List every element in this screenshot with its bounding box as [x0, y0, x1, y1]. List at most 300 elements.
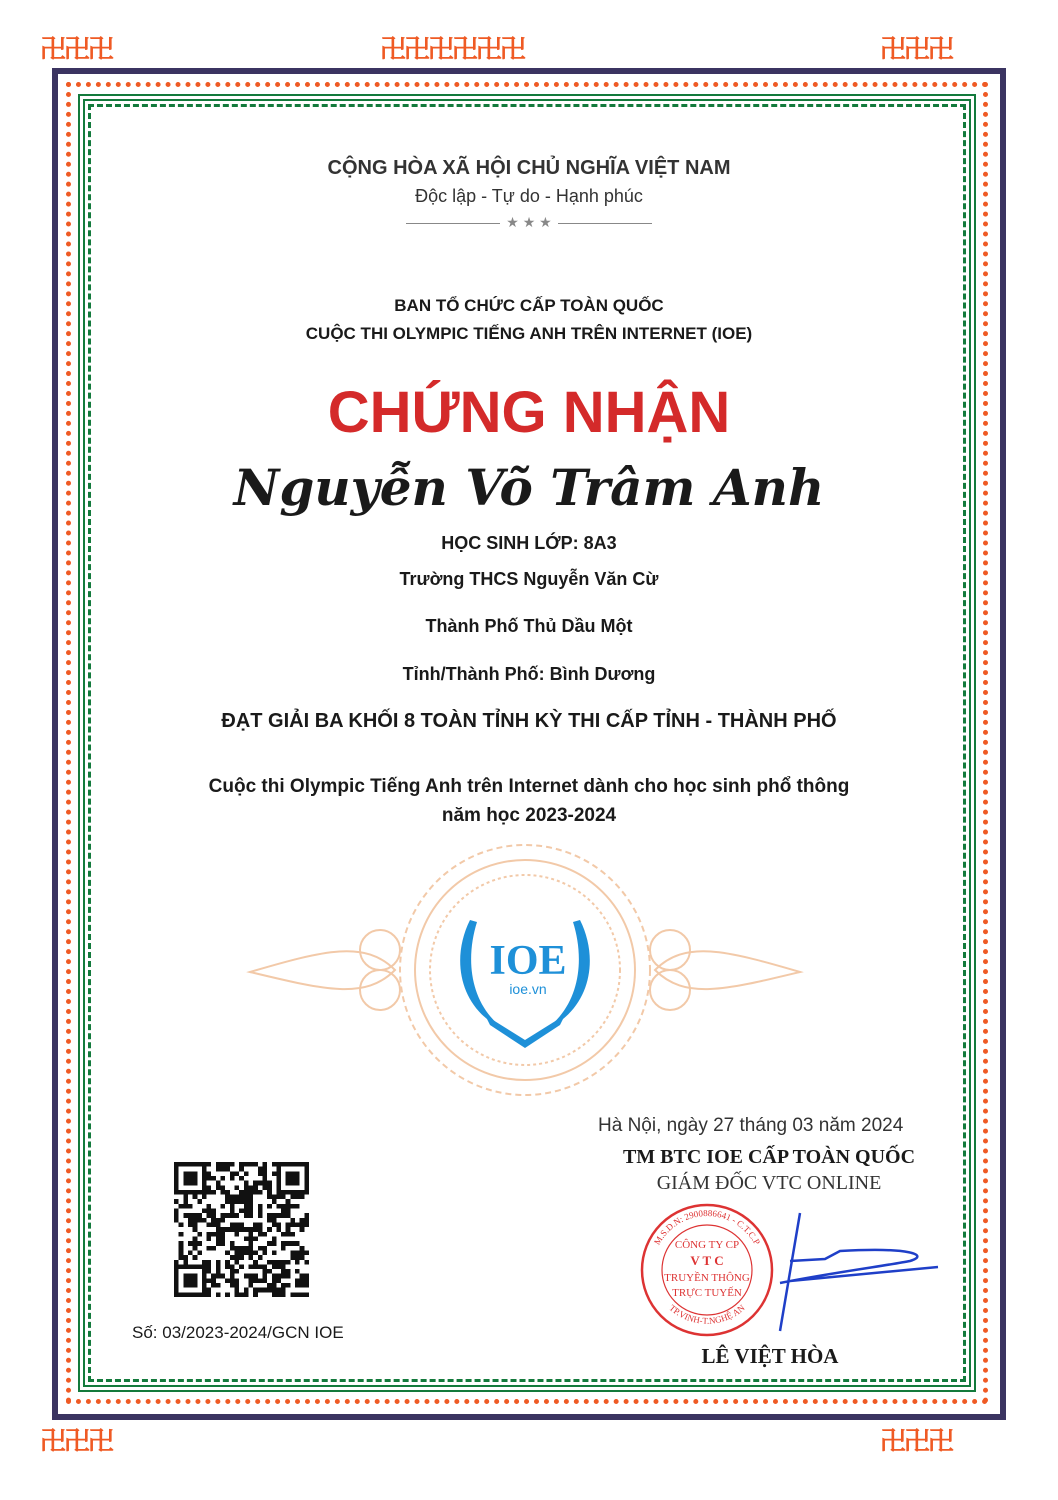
qr-module	[248, 1250, 253, 1255]
qr-module	[272, 1199, 277, 1204]
qr-module	[221, 1185, 226, 1190]
qr-module	[267, 1190, 272, 1195]
qr-module	[179, 1204, 184, 1209]
qr-module	[253, 1274, 258, 1279]
qr-module	[216, 1269, 221, 1274]
qr-module	[304, 1250, 309, 1255]
qr-module	[262, 1176, 267, 1181]
qr-module	[295, 1283, 300, 1288]
qr-module	[276, 1274, 281, 1279]
qr-module	[281, 1292, 286, 1297]
qr-module	[286, 1176, 291, 1181]
qr-module	[188, 1292, 193, 1297]
qr-module	[272, 1162, 277, 1167]
qr-module	[207, 1236, 212, 1241]
qr-module	[244, 1190, 249, 1195]
qr-module	[174, 1283, 179, 1288]
qr-module	[207, 1232, 212, 1237]
qr-module	[174, 1260, 179, 1265]
qr-module	[262, 1171, 267, 1176]
qr-module	[207, 1162, 212, 1167]
qr-module	[188, 1264, 193, 1269]
qr-module	[262, 1246, 267, 1251]
qr-module	[193, 1274, 198, 1279]
qr-module	[281, 1162, 286, 1167]
qr-module	[286, 1190, 291, 1195]
issue-date: Hà Nội, ngày 27 tháng 03 năm 2024	[598, 1115, 904, 1136]
top-ornament: 卍卍卍卍卍卍	[380, 35, 525, 65]
qr-module	[290, 1250, 295, 1255]
qr-module	[193, 1264, 198, 1269]
qr-module	[230, 1176, 235, 1181]
qr-module	[300, 1195, 305, 1200]
qr-module	[239, 1227, 244, 1232]
qr-module	[211, 1283, 216, 1288]
qr-module	[262, 1232, 267, 1237]
ioe-emblem	[245, 840, 805, 1110]
qr-module	[193, 1292, 198, 1297]
qr-module	[262, 1162, 267, 1167]
qr-module	[239, 1250, 244, 1255]
qr-module	[221, 1213, 226, 1218]
qr-module	[290, 1204, 295, 1209]
qr-module	[207, 1185, 212, 1190]
qr-module	[230, 1278, 235, 1283]
qr-module	[174, 1162, 179, 1167]
qr-module	[183, 1260, 188, 1265]
qr-module	[193, 1223, 198, 1228]
qr-module	[235, 1213, 240, 1218]
qr-module	[281, 1283, 286, 1288]
qr-module	[239, 1264, 244, 1269]
qr-module	[286, 1232, 291, 1237]
recipient-name: Nguyễn Võ Trâm Anh	[233, 458, 825, 517]
qr-module	[188, 1181, 193, 1186]
qr-module	[183, 1274, 188, 1279]
qr-module	[248, 1185, 253, 1190]
qr-module	[239, 1246, 244, 1251]
qr-module	[281, 1264, 286, 1269]
qr-module	[290, 1171, 295, 1176]
qr-module	[221, 1218, 226, 1223]
qr-module	[216, 1236, 221, 1241]
qr-module	[188, 1274, 193, 1279]
qr-module	[183, 1264, 188, 1269]
seal-line4: TRỰC TUYẾN	[672, 1287, 742, 1299]
qr-module	[258, 1171, 263, 1176]
qr-module	[286, 1181, 291, 1186]
qr-module	[221, 1176, 226, 1181]
qr-module	[281, 1209, 286, 1214]
qr-module	[211, 1213, 216, 1218]
qr-module	[258, 1246, 263, 1251]
qr-module	[197, 1250, 202, 1255]
qr-module	[258, 1264, 263, 1269]
qr-module	[300, 1283, 305, 1288]
qr-module	[248, 1236, 253, 1241]
qr-module	[225, 1195, 230, 1200]
qr-module	[174, 1167, 179, 1172]
qr-module	[193, 1213, 198, 1218]
qr-module	[258, 1181, 263, 1186]
qr-module	[262, 1278, 267, 1283]
qr-module	[248, 1283, 253, 1288]
certificate-number: Số: 03/2023-2024/GCN IOE	[132, 1323, 344, 1342]
qr-module	[202, 1190, 207, 1195]
qr-module	[244, 1185, 249, 1190]
qr-module	[216, 1241, 221, 1246]
qr-module	[286, 1204, 291, 1209]
class-line: HỌC SINH LỚP: 8A3	[441, 533, 617, 553]
qr-module	[174, 1181, 179, 1186]
qr-module	[197, 1232, 202, 1237]
qr-module	[267, 1227, 272, 1232]
qr-module	[300, 1190, 305, 1195]
qr-module	[216, 1232, 221, 1237]
qr-module	[262, 1274, 267, 1279]
qr-module	[221, 1227, 226, 1232]
qr-module	[211, 1176, 216, 1181]
qr-module	[225, 1199, 230, 1204]
qr-module	[276, 1213, 281, 1218]
qr-module	[235, 1288, 240, 1293]
qr-module	[230, 1213, 235, 1218]
city: Thành Phố Thủ Dầu Một	[425, 616, 633, 636]
qr-module	[295, 1278, 300, 1283]
qr-module	[258, 1278, 263, 1283]
qr-module	[295, 1260, 300, 1265]
qr-module	[207, 1223, 212, 1228]
qr-module	[221, 1190, 226, 1195]
qr-module	[267, 1260, 272, 1265]
qr-module	[207, 1171, 212, 1176]
qr-module	[239, 1199, 244, 1204]
qr-module	[276, 1181, 281, 1186]
qr-module	[286, 1269, 291, 1274]
qr-module	[286, 1227, 291, 1232]
qr-module	[304, 1162, 309, 1167]
qr-module	[197, 1218, 202, 1223]
qr-module	[202, 1218, 207, 1223]
qr-module	[295, 1195, 300, 1200]
qr-module	[272, 1241, 277, 1246]
qr-module	[244, 1195, 249, 1200]
qr-module	[188, 1223, 193, 1228]
qr-module	[216, 1167, 221, 1172]
qr-module	[202, 1264, 207, 1269]
corner-ornament: 卍卍卍	[880, 35, 953, 65]
qr-module	[174, 1209, 179, 1214]
qr-code	[174, 1162, 309, 1297]
qr-module	[183, 1255, 188, 1260]
qr-module	[300, 1218, 305, 1223]
qr-module	[295, 1255, 300, 1260]
qr-module	[207, 1213, 212, 1218]
qr-module	[272, 1278, 277, 1283]
qr-module	[281, 1241, 286, 1246]
organizer-line1: BAN TỔ CHỨC CẤP TOÀN QUỐC	[394, 296, 664, 315]
qr-module	[248, 1204, 253, 1209]
qr-module	[207, 1269, 212, 1274]
qr-module	[276, 1195, 281, 1200]
qr-module	[239, 1255, 244, 1260]
qr-module	[244, 1246, 249, 1251]
qr-module	[235, 1227, 240, 1232]
qr-module	[253, 1260, 258, 1265]
qr-module	[276, 1260, 281, 1265]
qr-module	[262, 1264, 267, 1269]
qr-module	[239, 1223, 244, 1228]
qr-module	[258, 1213, 263, 1218]
qr-module	[300, 1274, 305, 1279]
qr-module	[281, 1213, 286, 1218]
ioe-logo-text: IOE	[489, 938, 567, 984]
qr-module	[248, 1195, 253, 1200]
qr-module	[290, 1292, 295, 1297]
qr-module	[239, 1167, 244, 1172]
qr-module	[230, 1264, 235, 1269]
qr-module	[253, 1162, 258, 1167]
qr-module	[174, 1190, 179, 1195]
qr-module	[244, 1204, 249, 1209]
qr-module	[207, 1176, 212, 1181]
qr-module	[211, 1223, 216, 1228]
corner-ornament: 卍卍卍	[40, 1427, 113, 1457]
qr-module	[276, 1292, 281, 1297]
qr-module	[304, 1283, 309, 1288]
qr-module	[290, 1241, 295, 1246]
qr-module	[202, 1274, 207, 1279]
qr-module	[290, 1255, 295, 1260]
qr-module	[202, 1209, 207, 1214]
handwritten-signature	[780, 1213, 938, 1331]
qr-module	[235, 1232, 240, 1237]
qr-module	[300, 1246, 305, 1251]
qr-module	[248, 1278, 253, 1283]
qr-module	[290, 1181, 295, 1186]
qr-module	[230, 1195, 235, 1200]
qr-module	[193, 1278, 198, 1283]
qr-module	[230, 1246, 235, 1251]
qr-module	[207, 1246, 212, 1251]
qr-module	[253, 1278, 258, 1283]
qr-module	[239, 1190, 244, 1195]
qr-module	[244, 1162, 249, 1167]
qr-module	[276, 1223, 281, 1228]
qr-module	[216, 1181, 221, 1186]
qr-module	[235, 1246, 240, 1251]
qr-module	[225, 1227, 230, 1232]
qr-module	[281, 1204, 286, 1209]
qr-module	[197, 1292, 202, 1297]
qr-module	[244, 1292, 249, 1297]
qr-module	[183, 1199, 188, 1204]
qr-module	[304, 1167, 309, 1172]
qr-module	[207, 1260, 212, 1265]
qr-module	[188, 1171, 193, 1176]
qr-module	[216, 1260, 221, 1265]
qr-module	[304, 1260, 309, 1265]
qr-module	[230, 1274, 235, 1279]
qr-module	[248, 1264, 253, 1269]
qr-module	[225, 1167, 230, 1172]
qr-module	[272, 1236, 277, 1241]
qr-module	[230, 1209, 235, 1214]
qr-module	[304, 1218, 309, 1223]
qr-module	[235, 1171, 240, 1176]
qr-module	[216, 1227, 221, 1232]
qr-module	[248, 1241, 253, 1246]
qr-module	[174, 1274, 179, 1279]
qr-module	[202, 1176, 207, 1181]
qr-module	[244, 1274, 249, 1279]
qr-module	[304, 1278, 309, 1283]
qr-module	[202, 1195, 207, 1200]
qr-module	[272, 1171, 277, 1176]
qr-module	[183, 1213, 188, 1218]
corner-ornament: 卍卍卍	[40, 35, 113, 65]
qr-module	[235, 1283, 240, 1288]
qr-module	[267, 1241, 272, 1246]
qr-module	[267, 1195, 272, 1200]
qr-module	[207, 1288, 212, 1293]
qr-module	[235, 1292, 240, 1297]
qr-module	[207, 1264, 212, 1269]
qr-module	[295, 1162, 300, 1167]
qr-module	[225, 1250, 230, 1255]
qr-module	[179, 1162, 184, 1167]
qr-module	[211, 1218, 216, 1223]
qr-module	[179, 1292, 184, 1297]
qr-module	[267, 1269, 272, 1274]
qr-module	[286, 1171, 291, 1176]
qr-module	[216, 1185, 221, 1190]
qr-module	[272, 1292, 277, 1297]
seal-line3: TRUYỀN THÔNG	[664, 1272, 750, 1284]
qr-module	[197, 1162, 202, 1167]
qr-module	[258, 1227, 263, 1232]
qr-module	[258, 1288, 263, 1293]
qr-module	[300, 1250, 305, 1255]
qr-module	[216, 1218, 221, 1223]
qr-module	[295, 1223, 300, 1228]
description-line2: năm học 2023-2024	[441, 805, 617, 826]
qr-module	[193, 1190, 198, 1195]
seal-line2: V T C	[690, 1253, 724, 1268]
qr-module	[230, 1283, 235, 1288]
qr-module	[179, 1241, 184, 1246]
qr-module	[197, 1199, 202, 1204]
qr-module	[179, 1223, 184, 1228]
qr-module	[304, 1176, 309, 1181]
qr-module	[235, 1223, 240, 1228]
qr-module	[272, 1283, 277, 1288]
qr-module	[272, 1213, 277, 1218]
qr-module	[286, 1213, 291, 1218]
qr-module	[202, 1162, 207, 1167]
qr-module	[197, 1213, 202, 1218]
signer-position: GIÁM ĐỐC VTC ONLINE	[656, 1172, 882, 1194]
seal-line1: CÔNG TY CP	[674, 1239, 740, 1251]
qr-module	[295, 1241, 300, 1246]
qr-module	[183, 1190, 188, 1195]
qr-module	[183, 1181, 188, 1186]
ioe-logo-sub: ioe.vn	[509, 981, 547, 997]
qr-module	[183, 1195, 188, 1200]
qr-module	[188, 1213, 193, 1218]
qr-module	[272, 1218, 277, 1223]
republic-heading: CỘNG HÒA XÃ HỘI CHỦ NGHĨA VIỆT NAM	[327, 157, 731, 179]
qr-module	[300, 1278, 305, 1283]
qr-module	[216, 1223, 221, 1228]
qr-module	[230, 1162, 235, 1167]
qr-module	[286, 1199, 291, 1204]
qr-module	[183, 1283, 188, 1288]
qr-module	[290, 1190, 295, 1195]
qr-module	[281, 1190, 286, 1195]
seal-ring-bottom: TP.VINH-T.NGHỆ AN	[667, 1302, 747, 1326]
qr-module	[225, 1278, 230, 1283]
qr-module	[248, 1227, 253, 1232]
qr-module	[304, 1223, 309, 1228]
qr-module	[272, 1274, 277, 1279]
company-seal	[640, 1203, 940, 1339]
qr-module	[295, 1204, 300, 1209]
qr-module	[197, 1241, 202, 1246]
qr-module	[304, 1171, 309, 1176]
qr-module	[276, 1167, 281, 1172]
qr-module	[174, 1264, 179, 1269]
qr-module	[207, 1209, 212, 1214]
qr-module	[230, 1255, 235, 1260]
qr-module	[286, 1274, 291, 1279]
qr-module	[248, 1255, 253, 1260]
qr-module	[244, 1199, 249, 1204]
qr-module	[276, 1288, 281, 1293]
stars-icon: ★ ★ ★	[506, 214, 552, 230]
qr-module	[300, 1223, 305, 1228]
qr-module	[295, 1269, 300, 1274]
qr-module	[258, 1204, 263, 1209]
qr-module	[262, 1250, 267, 1255]
qr-module	[290, 1223, 295, 1228]
qr-module	[267, 1218, 272, 1223]
qr-module	[244, 1181, 249, 1186]
qr-module	[276, 1204, 281, 1209]
qr-module	[179, 1232, 184, 1237]
qr-module	[286, 1283, 291, 1288]
qr-module	[225, 1264, 230, 1269]
qr-module	[248, 1190, 253, 1195]
qr-module	[230, 1171, 235, 1176]
qr-module	[216, 1283, 221, 1288]
qr-module	[272, 1264, 277, 1269]
qr-module	[225, 1260, 230, 1265]
qr-module	[258, 1190, 263, 1195]
qr-module	[286, 1260, 291, 1265]
qr-module	[221, 1162, 226, 1167]
qr-module	[239, 1162, 244, 1167]
qr-module	[235, 1278, 240, 1283]
qr-module	[253, 1236, 258, 1241]
qr-module	[262, 1288, 267, 1293]
signer-name: LÊ VIỆT HÒA	[701, 1344, 839, 1368]
qr-module	[248, 1199, 253, 1204]
qr-module	[193, 1176, 198, 1181]
qr-module	[281, 1260, 286, 1265]
qr-module	[262, 1167, 267, 1172]
description-line1: Cuộc thi Olympic Tiếng Anh trên Internet dành cho học sinh phổ thông	[208, 776, 850, 797]
